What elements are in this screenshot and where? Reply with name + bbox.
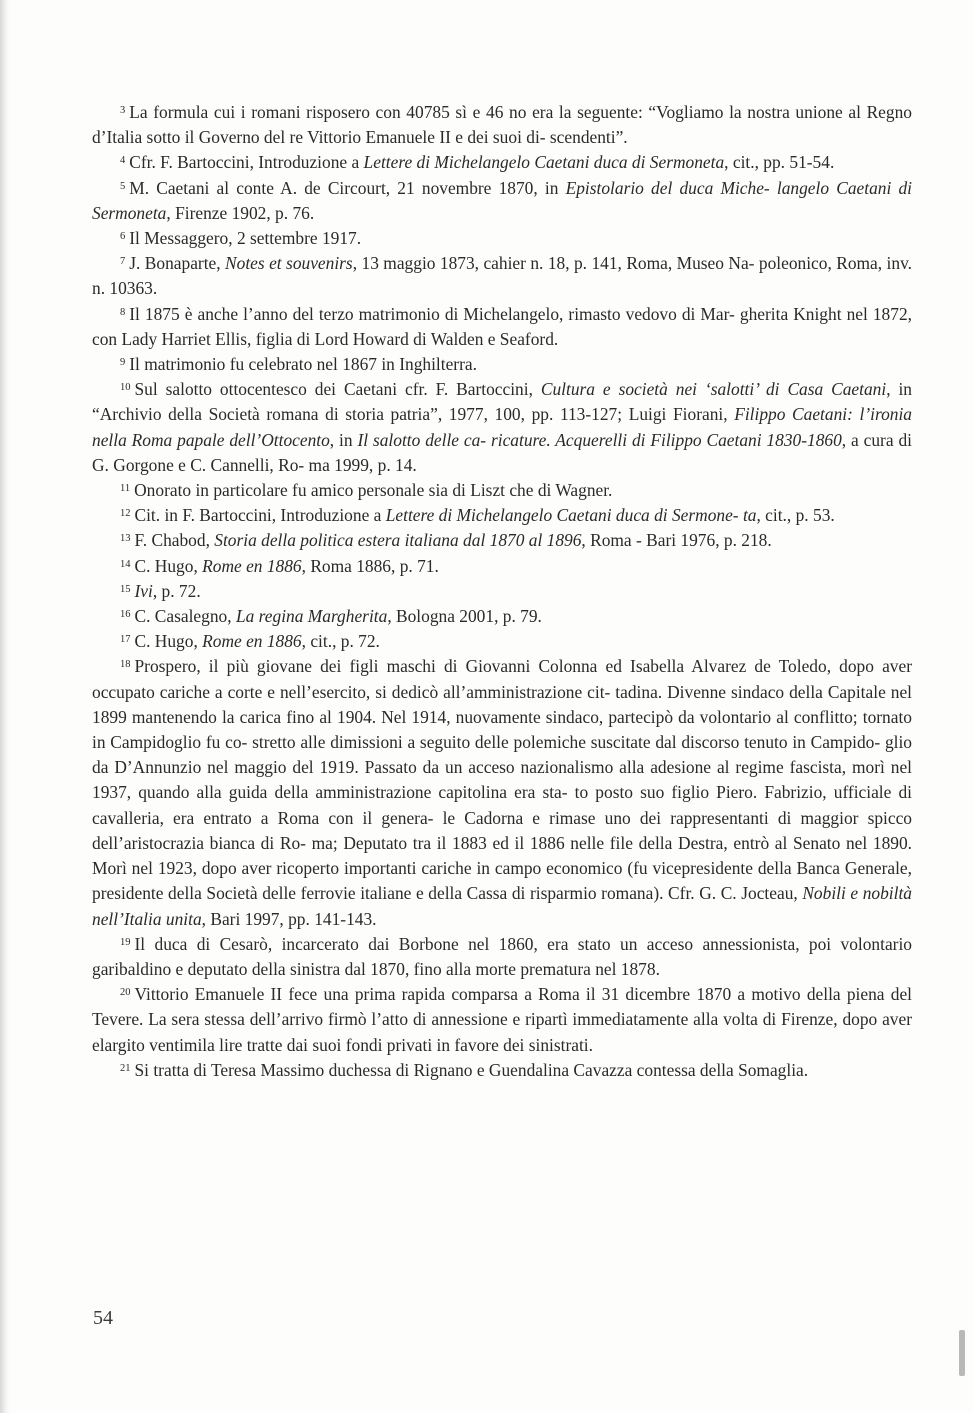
footnote-italic-text: Il salotto delle ca- ricature. Acquerelli di Filippo Caetani 1830-1860 bbox=[357, 429, 842, 450]
footnote-number: 17 bbox=[120, 634, 131, 646]
footnote-italic-text: Lettere di Michelangelo Caetani duca di Sermoneta bbox=[363, 152, 725, 173]
footnote-text: , Roma - Bari 1976, p. 218. bbox=[581, 530, 772, 551]
footnote-number: 18 bbox=[120, 659, 131, 671]
footnote-text: , cit., p. 53. bbox=[756, 505, 835, 526]
footnote-text: Cfr. F. Bartoccini, Introduzione a bbox=[129, 152, 364, 173]
footnote-15 bbox=[92, 579, 912, 604]
footnote-text: F. Chabod, bbox=[134, 530, 215, 551]
footnote-18 bbox=[92, 654, 912, 931]
footnote-text: , p. 72. bbox=[152, 580, 201, 601]
footnote-text: C. Hugo, bbox=[134, 631, 203, 652]
footnote-number: 20 bbox=[120, 987, 131, 999]
footnote-text: Il matrimonio fu celebrato nel 1867 in Inghilterra. bbox=[129, 354, 477, 375]
footnote-text: La formula cui i romani risposero con 40785 sì e 46 no era la seguente: “Vogliamo la nostra unione al Regno d’Italia sotto il Governo del re Vittorio Emanuele II e dei suoi di- scendenti”. bbox=[92, 102, 912, 148]
footnote-number: 9 bbox=[120, 357, 126, 369]
footnote-number: 10 bbox=[120, 382, 131, 394]
footnote-number: 6 bbox=[120, 231, 126, 243]
footnote-number: 12 bbox=[120, 508, 131, 520]
footnote-text: , Bari 1997, pp. 141-143. bbox=[201, 908, 377, 929]
footnote-number: 15 bbox=[120, 583, 131, 595]
footnote-number: 16 bbox=[120, 609, 131, 621]
footnote-number: 8 bbox=[120, 306, 126, 318]
footnote-text: Prospero, il più giovane dei figli maschi di Giovanni Colonna ed Isabella Alvarez de Toledo, dopo aver occupato cariche a corte e nell’esercito, si dedicò all’amministrazione cit- tadina. Divenne sindaco della Capitale nel 1899 mantenendo la carica fino al 1904. Nel 1914, nuovamente sindaco, partecipò da volontario al conflitto; tornato in Campidoglio fu co- stretto alle dimissioni a seguito delle polemiche suscitate dal discorso tenuto in Campido- glio da D’Annunzio nel maggio del 1919. Passato da un acceso nazionalismo alla adesione al regime fascista, morì nel 1937, quando alla guida della amministrazione capitolina era sta- to posto suo figlio Piero. Fabrizio, ufficiale di cavalleria, era entrato a Roma con il genera- le Cadorna e rimase uno dei rappresentanti di maggior spicco dell’aristocrazia bianca di Ro- ma; Deputato tra il 1883 ed il 1886 nelle file della Destra, entrò al Senato nel 1890. Morì nel 1923, dopo aver ricoperto importanti cariche in campo economico (fu vicepresidente della Banca Generale, presidente della Società delle ferrovie italiane e della Cassa di risparmio romana). Cfr. G. C. Jocteau, bbox=[92, 656, 912, 904]
footnote-italic-text: Rome en 1886 bbox=[202, 555, 302, 576]
footnote-13 bbox=[92, 528, 912, 553]
footnote-14 bbox=[92, 554, 912, 579]
footnote-17 bbox=[92, 629, 912, 654]
footnote-text: , Bologna 2001, p. 79. bbox=[387, 606, 542, 627]
footnote-text: Il 1875 è anche l’anno del terzo matrimonio di Michelangelo, rimasto vedovo di Mar- gherita Knight nel 1872, con Lady Harriet Ellis, figlia di Lord Howard di Walden e Seaford. bbox=[92, 303, 912, 349]
footnote-10 bbox=[92, 377, 912, 478]
edge-mark bbox=[959, 1330, 965, 1376]
footnote-italic-text: Notes et souvenirs bbox=[225, 253, 353, 274]
footnote-italic-text: Cultura e società nei ‘salotti’ di Casa Caetani bbox=[540, 379, 887, 400]
footnote-16 bbox=[92, 604, 912, 629]
footnote-number: 5 bbox=[120, 180, 126, 192]
footnote-text: Cit. in F. Bartoccini, Introduzione a bbox=[134, 505, 386, 526]
footnote-text: C. Hugo, bbox=[134, 555, 203, 576]
footnote-number: 13 bbox=[120, 533, 131, 545]
footnote-text: Onorato in particolare fu amico personale sia di Liszt che di Wagner. bbox=[134, 480, 613, 501]
footnote-italic-text: Nobili e nobiltà nell’Italia unita bbox=[92, 883, 912, 929]
footnote-number: 4 bbox=[120, 155, 126, 167]
footnote-italic-text: Lettere di Michelangelo Caetani duca di Sermone- ta bbox=[385, 505, 757, 526]
footnote-5 bbox=[92, 176, 912, 226]
footnote-text: , in “Archivio della Società romana di storia patria”, 1977, 100, pp. 113-127; Luigi Fiorani, bbox=[92, 379, 913, 425]
footnotes-section bbox=[92, 100, 912, 1083]
footnote-11 bbox=[92, 478, 912, 503]
footnote-text: , Firenze 1902, p. 76. bbox=[166, 202, 315, 223]
footnote-italic-text: Epistolario del duca Miche- langelo Caetani di Sermoneta bbox=[92, 177, 912, 223]
footnote-21 bbox=[92, 1058, 912, 1083]
footnote-3 bbox=[92, 100, 912, 150]
footnote-text: , a cura di G. Gorgone e C. Cannelli, Ro- ma 1999, p. 14. bbox=[92, 429, 912, 475]
footnote-italic-text: Rome en 1886 bbox=[202, 631, 302, 652]
footnote-italic-text: La regina Margherita bbox=[235, 606, 388, 627]
footnote-8 bbox=[92, 302, 912, 352]
footnote-number: 7 bbox=[120, 256, 126, 268]
footnote-text: C. Casalegno, bbox=[134, 606, 236, 627]
footnote-text: Il Messaggero, 2 settembre 1917. bbox=[129, 228, 362, 249]
page-number: 54 bbox=[93, 1307, 113, 1329]
footnote-italic-text: Ivi bbox=[134, 580, 153, 601]
footnote-text: Si tratta di Teresa Massimo duchessa di Rignano e Guendalina Cavazza contessa della Somaglia. bbox=[134, 1059, 809, 1080]
footnote-7 bbox=[92, 251, 912, 301]
footnote-italic-text: Storia della politica estera italiana dal 1870 al 1896 bbox=[214, 530, 582, 551]
footnote-12 bbox=[92, 503, 912, 528]
footnote-number: 19 bbox=[120, 936, 131, 948]
footnote-19 bbox=[92, 932, 912, 982]
footnote-italic-text: Filippo Caetani: l’ironia nella Roma papale dell’Ottocento bbox=[92, 404, 912, 450]
footnote-20 bbox=[92, 982, 912, 1058]
footnote-text: , cit., pp. 51-54. bbox=[724, 152, 835, 173]
binding-shadow bbox=[0, 0, 10, 1413]
footnote-number: 14 bbox=[120, 558, 131, 570]
footnote-number: 21 bbox=[120, 1062, 131, 1074]
footnote-text: , 13 maggio 1873, cahier n. 18, p. 141, Roma, Museo Na- poleonico, Roma, inv. n. 10363. bbox=[92, 253, 912, 299]
footnote-text: , Roma 1886, p. 71. bbox=[301, 555, 439, 576]
footnote-9 bbox=[92, 352, 912, 377]
footnote-text: J. Bonaparte, bbox=[129, 253, 226, 274]
footnote-text: Vittorio Emanuele II fece una prima rapida comparsa a Roma il 31 dicembre 1870 a motivo della piena del Tevere. La sera stessa dell’arrivo firmò l’atto di annessione e ripartì immediatamente alla volta di Firenze, dopo aver elargito ventimila lire tratte dai suoi fondi privati in favore dei sinistrati. bbox=[92, 984, 912, 1055]
footnote-text: , cit., p. 72. bbox=[301, 631, 380, 652]
footnote-4 bbox=[92, 150, 912, 175]
footnote-text: , in bbox=[329, 429, 358, 450]
footnote-text: Sul salotto ottocentesco dei Caetani cfr. F. Bartoccini, bbox=[134, 379, 541, 400]
footnote-text: Il duca di Cesarò, incarcerato dai Borbone nel 1860, era stato un acceso annessionista, poi volontario garibaldino e deputato della sinistra dal 1870, fino alla morte prematura nel 1878. bbox=[92, 933, 912, 979]
footnote-number: 3 bbox=[120, 105, 126, 116]
footnote-number: 11 bbox=[120, 483, 131, 495]
footnote-6 bbox=[92, 226, 912, 251]
footnote-text: M. Caetani al conte A. de Circourt, 21 novembre 1870, in bbox=[129, 177, 566, 198]
